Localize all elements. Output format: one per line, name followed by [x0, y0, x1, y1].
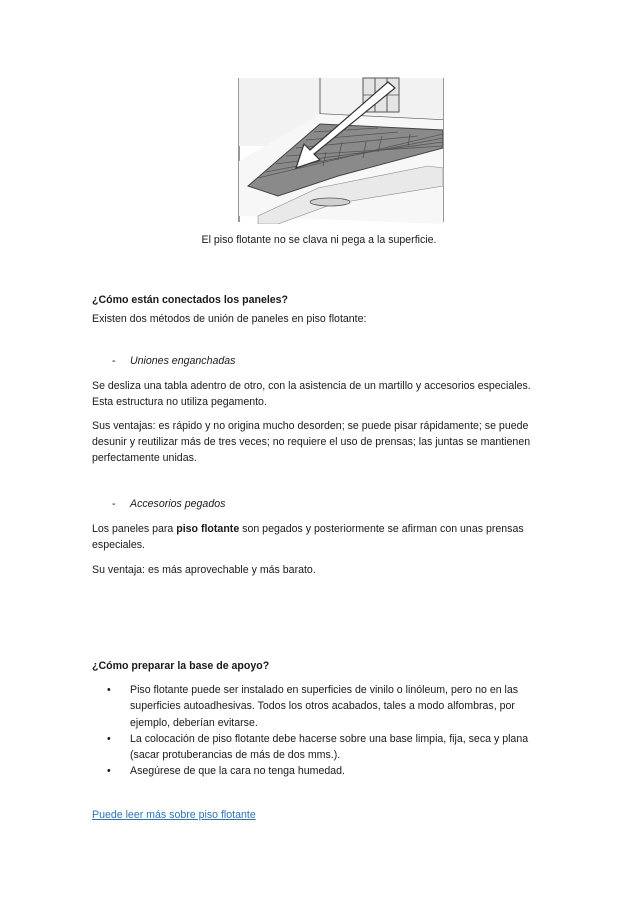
bullet2-line2: (sacar protuberancias de más de dos mms.).: [130, 749, 341, 762]
method2-desc-line1: [92, 521, 552, 537]
method1-adv-line1: Sus ventajas: es rápido y no origina mucho desorden; se puede pisar rápidamente; se puede: [92, 420, 529, 432]
list-item: [92, 763, 552, 779]
bullet-icon: •: [107, 765, 111, 778]
section-heading-base: ¿Cómo preparar la base de apoyo?: [92, 660, 270, 672]
method1-adv-line3: perfectamente unidas.: [92, 452, 197, 464]
method2-desc-pre: Los paneles para: [92, 523, 177, 535]
preparation-bullet-list: [92, 682, 552, 780]
bullet3-line1: Asegúrese de que la cara no tenga humedad.: [130, 765, 345, 778]
method2-desc-line2: especiales.: [92, 539, 145, 551]
bullet1-line1: Piso flotante puede ser instalado en superficies de vinilo o linóleum, pero no en las: [130, 684, 519, 696]
list-item: [92, 682, 552, 731]
method1-desc-line1: Se desliza una tabla adentro de otro, con la asistencia de un martillo y accesorios especiales.: [92, 380, 531, 392]
list-dash: -: [112, 498, 116, 510]
bullet2-line1: La colocación de piso flotante debe hacerse sobre una base limpia, fija, seca y plana: [130, 732, 529, 745]
figure-caption: El piso flotante no se clava ni pega a la superficie.: [201, 234, 437, 246]
bullet-icon: •: [107, 684, 111, 696]
method2-desc-bold: piso flotante: [176, 523, 240, 535]
method-title-enganchadas: Uniones enganchadas: [130, 355, 236, 367]
bullet-icon: •: [107, 732, 111, 745]
section-heading-paneles: ¿Cómo están conectados los paneles?: [92, 294, 289, 306]
bullet1-line3: ejemplo, deberían evitarse.: [130, 716, 258, 729]
method-title-pegados: Accesorios pegados: [130, 498, 226, 510]
method1-desc-line2: Esta estructura no utiliza pegamento.: [92, 396, 267, 408]
list-dash: -: [112, 355, 116, 367]
method2-desc-post: son pegados y posteriormente se afirman con unas prensas: [239, 523, 524, 535]
section-intro: Existen dos métodos de unión de paneles en piso flotante:: [92, 313, 367, 325]
floating-floor-illustration: [238, 76, 444, 224]
list-item: [92, 731, 552, 764]
method2-adv: Su ventaja: es más aprovechable y más barato.: [92, 564, 316, 576]
read-more-link[interactable]: Puede leer más sobre piso flotante: [92, 809, 256, 821]
bullet1-line2: superficies autoadhesivas. Todos los otros acabados, tales a modo alfombras, por: [130, 700, 515, 713]
method1-adv-line2: desunir y reutilizar más de tres veces; no requiere el uso de prensas; las juntas se mantienen: [92, 436, 531, 448]
